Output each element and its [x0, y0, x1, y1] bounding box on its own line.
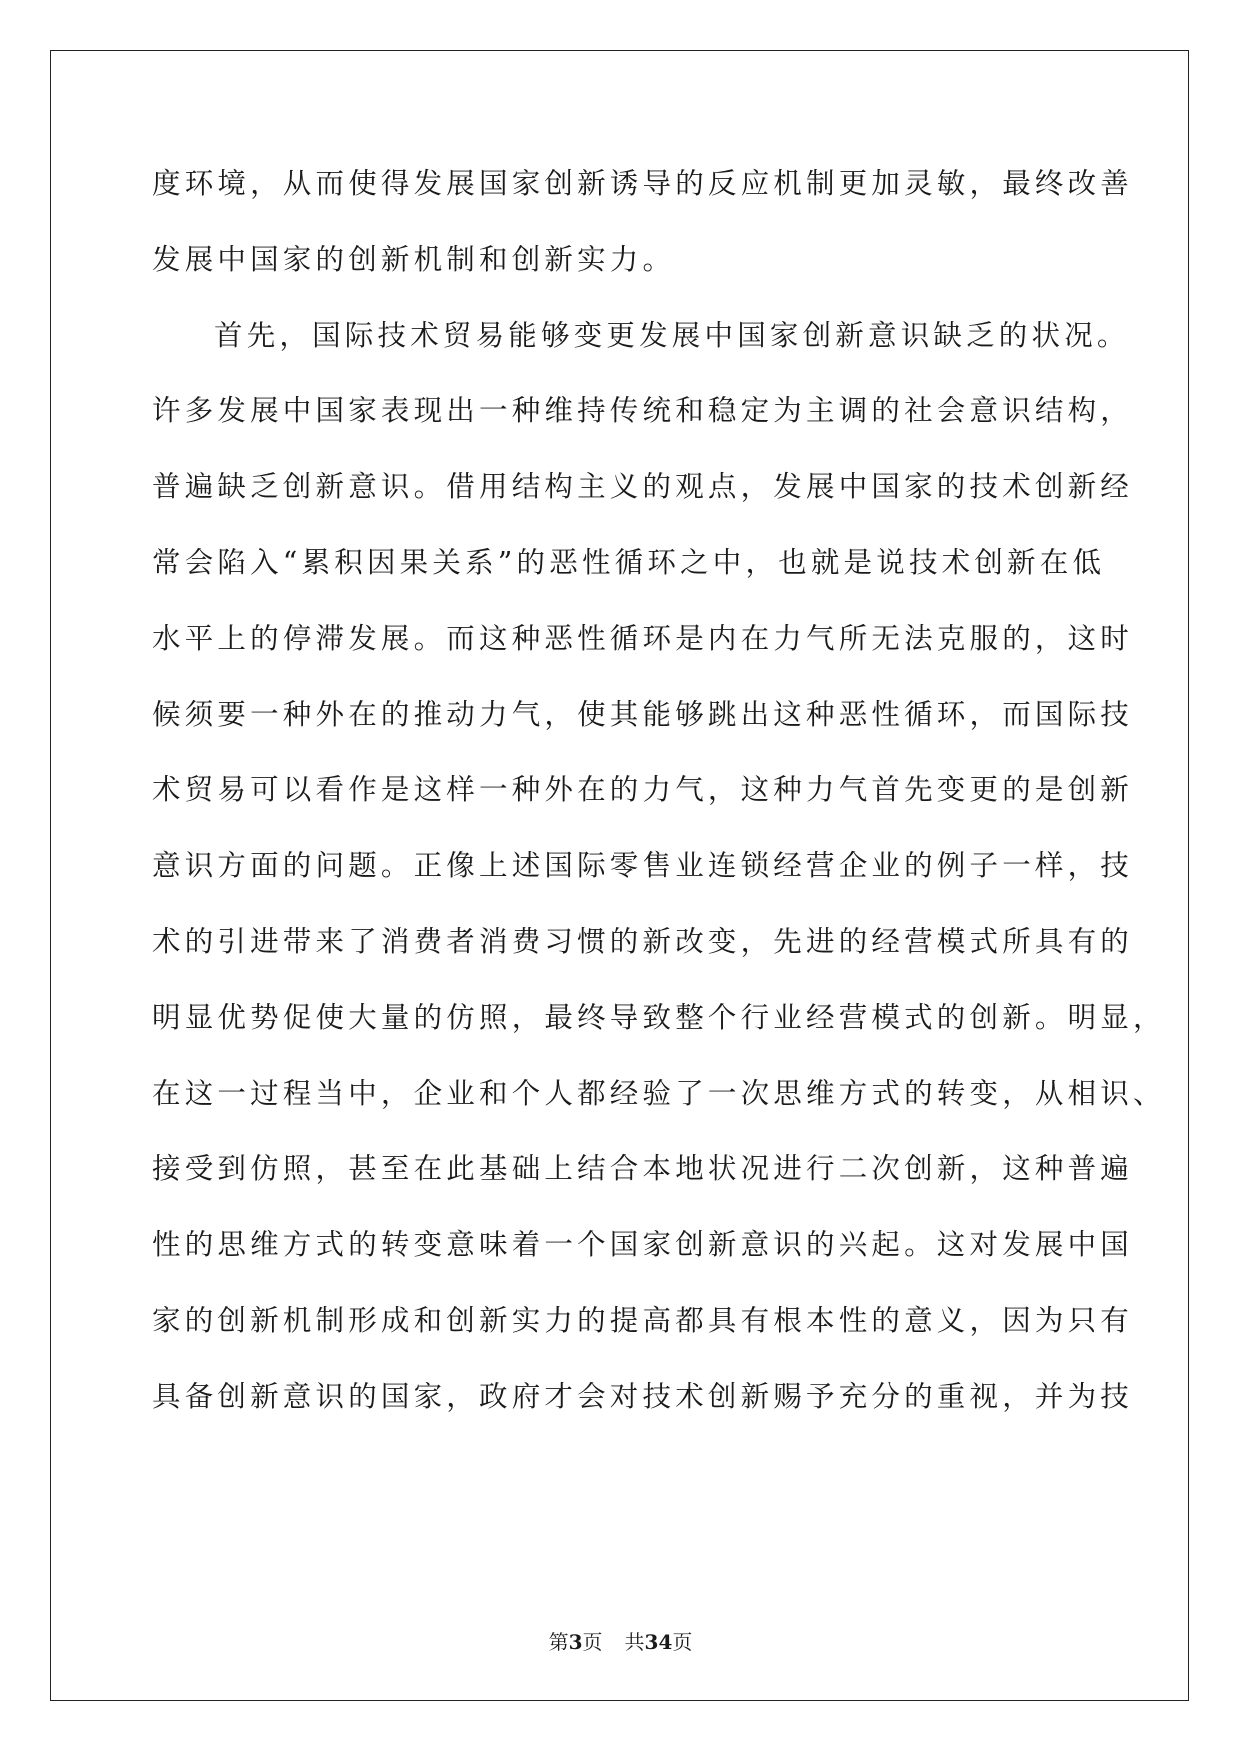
text-line: 度环境，从而使得发展国家创新诱导的反应机制更加灵敏，最终改善 — [152, 167, 1134, 200]
text-line: 常会陷入“累积因果关系”的恶性循环之中，也就是说技术创新在低 — [152, 545, 1106, 579]
paragraph-first-line: 首先，国际技术贸易能够变更发展中国家创新意识缺乏的状况。 — [214, 318, 1130, 352]
page-prefix: 第 — [548, 1630, 569, 1654]
text-line: 术的引进带来了消费者消费习惯的新改变，先进的经营模式所具有的 — [152, 924, 1134, 958]
total-prefix: 共 — [624, 1630, 645, 1654]
text-line: 具备创新意识的国家，政府才会对技术创新赐予充分的重视，并为技 — [152, 1379, 1134, 1413]
body-text — [152, 162, 1166, 1451]
total-suffix: 页 — [672, 1630, 693, 1654]
text-line: 候须要一种外在的推动力气，使其能够跳出这种恶性循环，而国际技 — [152, 697, 1134, 731]
text-line: 在这一过程当中，企业和个人都经验了一次思维方式的转变，从相识、 — [152, 1076, 1166, 1110]
text-line: 术贸易可以看作是这样一种外在的力气，这种力气首先变更的是创新 — [152, 773, 1134, 807]
text-line: 意识方面的问题。正像上述国际零售业连锁经营企业的例子一样，技 — [152, 849, 1134, 883]
text-line: 明显优势促使大量的仿照，最终导致整个行业经营模式的创新。明显， — [152, 1000, 1166, 1034]
text-line: 普遍缺乏创新意识。借用结构主义的观点，发展中国家的技术创新经 — [152, 470, 1134, 504]
text-line: 家的创新机制形成和创新实力的提高都具有根本性的意义，因为只有 — [152, 1303, 1134, 1337]
text-line: 性的思维方式的转变意味着一个国家创新意识的兴起。这对发展中国 — [152, 1228, 1134, 1262]
page-footer — [0, 1628, 1241, 1656]
text-line: 接受到仿照，甚至在此基础上结合本地状况进行二次创新，这种普遍 — [152, 1152, 1134, 1186]
total-pages: 34 — [644, 1630, 673, 1654]
text-line: 许多发展中国家表现出一种维持传统和稳定为主调的社会意识结构， — [152, 394, 1134, 428]
text-line: 发展中国家的创新机制和创新实力。 — [152, 242, 676, 276]
text-line: 水平上的停滞发展。而这种恶性循环是内在力气所无法克服的，这时 — [152, 621, 1134, 655]
page-number: 3 — [568, 1630, 583, 1654]
page-suffix: 页 — [582, 1630, 603, 1654]
